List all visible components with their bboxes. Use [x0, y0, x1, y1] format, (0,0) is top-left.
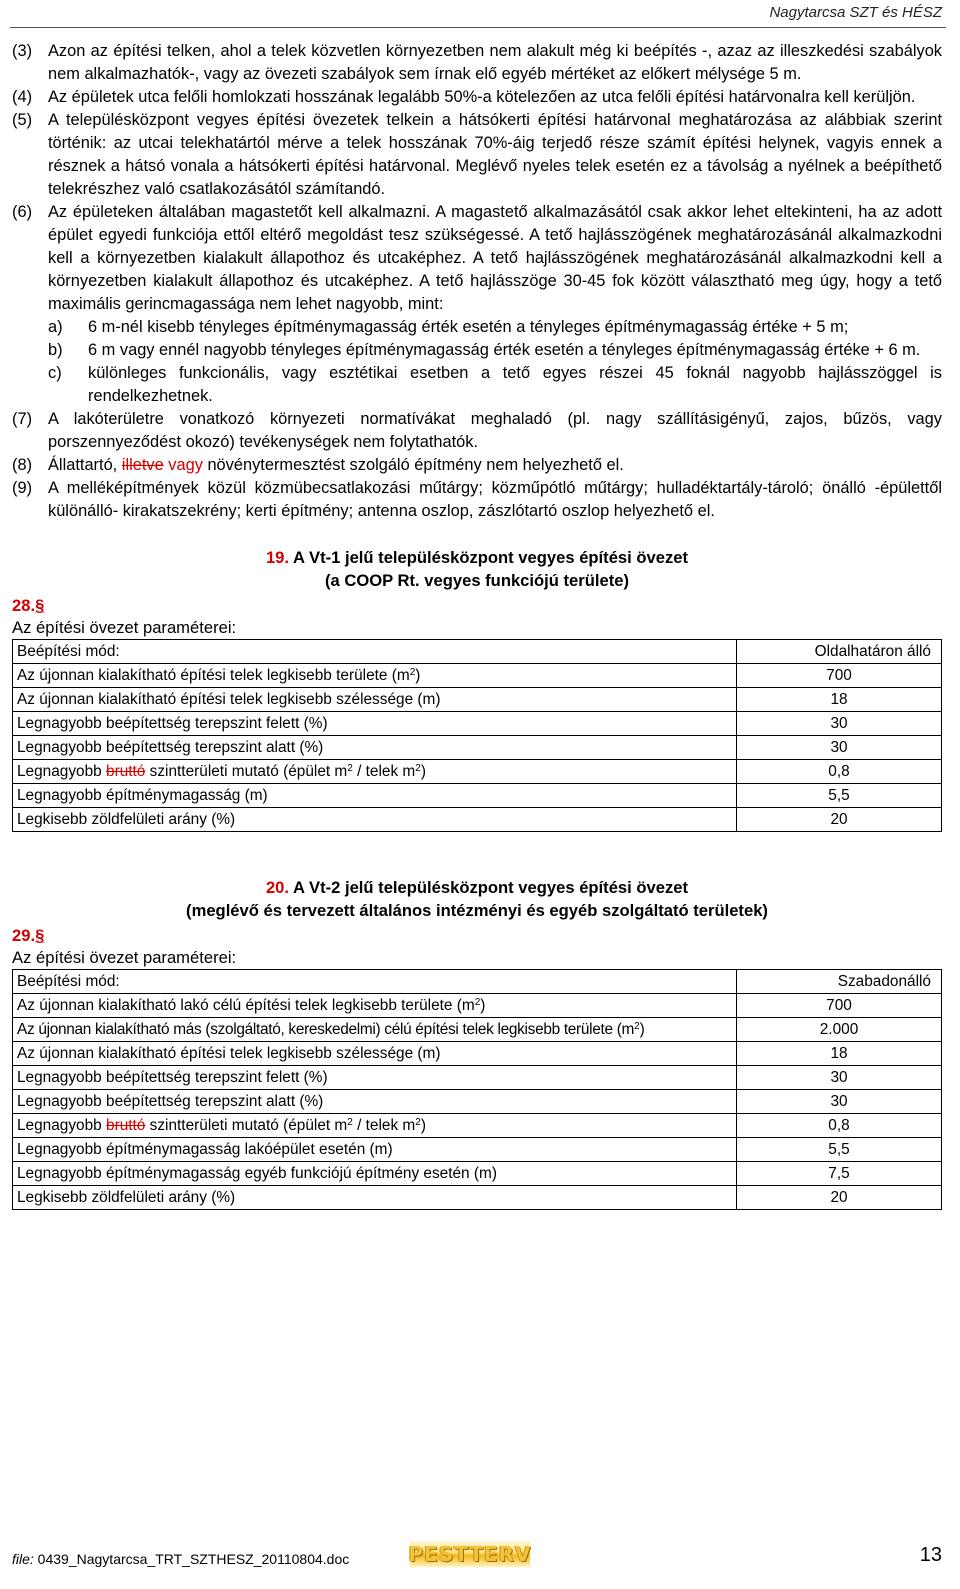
table-value: Oldalhatáron álló — [737, 640, 942, 664]
table-label: Beépítési mód: — [13, 640, 737, 664]
table-row — [13, 736, 942, 760]
paragraph-text: Az épületeken általában magastetőt kell alkalmazni. A magastető alkalmazásától csak akkor lehet eltekinteni, ha az adott épület egyedi funkciója ettől eltérő megoldást tesz szükségessé. A tető hajlásszögének meghatározásánál alkalmazkodni kell a környezetben kialakult állapothoz és utcaképhez. A tető hajlásszögének meghatározásánál alkalmazkodni kell a környezetben kialakult állapothoz és utcaképhez. A tető hajlásszöge 30-45 fok között választható meg úgy, hogy a tető maximális gerincmagassága nem lehet nagyobb, mint: — [48, 203, 942, 313]
list-label: c) — [48, 364, 62, 382]
parameter-table-title: Az építési övezet paraméterei: — [12, 618, 237, 637]
table-label — [13, 664, 737, 688]
table-value: 20 — [737, 1186, 942, 1210]
table-label: Legnagyobb építménymagasság (m) — [13, 784, 737, 808]
table-value: Szabadonálló — [737, 970, 942, 994]
table-label — [13, 1114, 737, 1138]
parameter-table-title: Az építési övezet paraméterei: — [12, 948, 237, 967]
header-divider — [10, 27, 946, 28]
label-text: Legnagyobb — [17, 762, 107, 780]
table-value: 700 — [737, 994, 942, 1018]
table-value: 18 — [737, 688, 942, 712]
table-label: Legnagyobb építménymagasság lakóépület esetén (m) — [13, 1138, 737, 1162]
paragraph-number: (8) — [12, 456, 33, 474]
table-value: 5,5 — [737, 784, 942, 808]
parameter-table-vt1 — [12, 639, 942, 832]
section-mark: § — [35, 596, 45, 615]
section-20-title — [12, 876, 942, 922]
paragraph-9 — [12, 477, 942, 523]
label-text: / telek m — [352, 1116, 416, 1134]
paragraph-7 — [12, 408, 942, 454]
section-number: 19. — [265, 548, 290, 567]
table-value: 7,5 — [737, 1162, 942, 1186]
table-label: Legnagyobb beépítettség terepszint alatt (%) — [13, 1090, 737, 1114]
table-label — [13, 760, 737, 784]
table-label: Legnagyobb beépítettség terepszint felett (%) — [13, 1066, 737, 1090]
label-text: szintterületi mutató (épület m — [145, 1116, 348, 1134]
inserted-text: vagy — [168, 456, 203, 474]
label-text: / telek m — [352, 762, 416, 780]
table-label: Beépítési mód: — [13, 970, 737, 994]
list-text: különleges funkcionális, vagy esztétikai esetben a tető egyes részei 45 foknál nagyobb hajlásszöggel is rendelkezhetnek. — [88, 364, 942, 405]
label-tail: ) — [420, 1116, 426, 1134]
paragraph-number: (4) — [12, 88, 33, 106]
paragraph-text: A lakóterületre vonatkozó környezeti normatívákat meghaladó (pl. nagy szállításigényű, zajos, bűzös, vagy porszennyeződést okozó) tevékenységek nem folytathatók. — [48, 410, 942, 451]
paragraph-text: Azon az építési telken, ahol a telek közvetlen környezetben nem alakult még ki beépítés -, azaz az illeszkedési szabályok nem alkalmazhatók-, vagy az övezeti szabályok sem írnak elő egyéb mértéket az előkert mélysége 5 m. — [48, 42, 942, 83]
table-row — [13, 784, 942, 808]
list-item-a — [48, 316, 942, 339]
superscript: 2 — [347, 762, 353, 774]
paragraph-6 — [12, 201, 942, 316]
file-name: 0439_Nagytarcsa_TRT_SZTHESZ_20110804.doc — [33, 1551, 350, 1567]
label-text: Az újonnan kialakítható építési telek legkisebb területe (m — [17, 666, 410, 684]
paragraph-number: (9) — [12, 479, 33, 497]
label-tail: ) — [420, 762, 426, 780]
table-row — [13, 808, 942, 832]
paragraph-text: A melléképítmények közül közmübecsatlakozási műtárgy; közműpótló műtárgy; hulladéktartály-tároló; önálló -épülettől különálló- kirakatszekrény; kerti építmény; antenna oszlop, zászlótartó oszlop helyezhető el. — [48, 479, 942, 520]
paragraph-number: (6) — [12, 203, 33, 221]
section-mark: § — [35, 926, 45, 945]
section-title-line2: (meglévő és tervezett általános intézményi és egyéb szolgáltató területek) — [186, 901, 768, 920]
label-text: szintterületi mutató (épület m — [145, 762, 348, 780]
table-value: 20 — [737, 808, 942, 832]
table-value: 30 — [737, 736, 942, 760]
table-label: Legnagyobb beépítettség terepszint alatt (%) — [13, 736, 737, 760]
list-item-c — [48, 362, 942, 408]
table-label: Legkisebb zöldfelületi arány (%) — [13, 1186, 737, 1210]
table-row — [13, 760, 942, 784]
paragraph-text-end: növénytermesztést szolgáló építmény nem helyezhető el. — [202, 456, 624, 474]
deleted-text: bruttó — [106, 1116, 146, 1134]
table-row — [13, 640, 942, 664]
table-value: 700 — [737, 664, 942, 688]
table-label — [13, 1018, 737, 1042]
list-text: 6 m vagy ennél nagyobb tényleges építménymagasság érték esetén a tényleges építménymagasság értéke + 6 m. — [88, 341, 921, 359]
paragraph-number: (7) — [12, 410, 33, 428]
section-title-line1: A Vt-1 jelű településközpont vegyes építési övezet — [293, 548, 689, 567]
list-label: b) — [48, 341, 63, 359]
paragraph-5 — [12, 109, 942, 201]
label-text: Az újonnan kialakítható más (szolgáltató, kereskedelmi) célú építési telek legkisebb területe (m — [17, 1020, 635, 1038]
paragraph-number: 28. — [12, 596, 36, 615]
pestterv-logo: PESTTERV — [408, 1542, 532, 1566]
paragraph-number: (5) — [12, 111, 33, 129]
document-body — [12, 40, 942, 1210]
paragraph-8 — [12, 454, 942, 477]
deleted-text: bruttó — [106, 762, 146, 780]
paragraph-text: Az épületek utca felőli homlokzati hosszának legalább 50%-a kötelezően az utca felőli építési határvonalra kell kerüljön. — [48, 88, 916, 106]
superscript: 2 — [347, 1116, 353, 1128]
list-text: 6 m-nél kisebb tényleges építménymagasság érték esetén a tényleges építménymagasság értéke + 5 m; — [88, 318, 849, 336]
label-text: Legnagyobb — [17, 1116, 107, 1134]
table-row — [13, 1138, 942, 1162]
table-row — [13, 1090, 942, 1114]
table-label: Az újonnan kialakítható építési telek legkisebb szélessége (m) — [13, 1042, 737, 1066]
section-19-title — [12, 546, 942, 592]
label-tail: ) — [415, 666, 421, 684]
section-title-line1: A Vt-2 jelű településközpont vegyes építési övezet — [293, 878, 689, 897]
table-row — [13, 1186, 942, 1210]
paragraph-text: A településközpont vegyes építési övezetek telkein a hátsókerti építési határvonal meghatározása az alábbiak szerint történik: az utcai telekhatártól mérve a telek hosszának 70%-áig terjedő része számít építési helynek, vagyis ennek a résznek a hátsó vonala a hátsókerti építési határvonal. Meglévő nyeles telek esetén ez a távolság a nyélnek a beépíthető telekrészhez való csatlakozásától számítandó. — [48, 111, 942, 198]
table-row — [13, 712, 942, 736]
label-tail: ) — [480, 996, 486, 1014]
table-label: Legkisebb zöldfelületi arány (%) — [13, 808, 737, 832]
superscript: 2 — [415, 1116, 421, 1128]
section-19-paragraph-number — [12, 594, 942, 617]
table-row — [13, 664, 942, 688]
table-row — [13, 970, 942, 994]
table-row — [13, 1066, 942, 1090]
paragraph-4 — [12, 86, 942, 109]
table-row — [13, 994, 942, 1018]
label-text: Az újonnan kialakítható lakó célú építési telek legkisebb területe (m — [17, 996, 475, 1014]
table-label — [13, 994, 737, 1018]
page-number: 13 — [919, 1544, 942, 1566]
section-20-paragraph-number — [12, 924, 942, 947]
table-label: Az újonnan kialakítható építési telek legkisebb szélessége (m) — [13, 688, 737, 712]
table-value: 0,8 — [737, 760, 942, 784]
table-row — [13, 1162, 942, 1186]
paragraph-number: 29. — [12, 926, 36, 945]
paragraph-number: (3) — [12, 42, 33, 60]
section-number: 20. — [265, 878, 290, 897]
table-value: 0,8 — [737, 1114, 942, 1138]
table-row — [13, 1114, 942, 1138]
table-value: 30 — [737, 1066, 942, 1090]
paragraph-3 — [12, 40, 942, 86]
superscript: 2 — [409, 666, 416, 678]
deleted-text: illetve — [121, 456, 164, 474]
label-tail: ) — [639, 1020, 645, 1038]
file-label: file: — [12, 1551, 34, 1567]
list-item-b — [48, 339, 942, 362]
table-row — [13, 688, 942, 712]
list-label: a) — [48, 318, 63, 336]
parameter-table-vt2 — [12, 969, 942, 1210]
table-value: 2.000 — [737, 1018, 942, 1042]
section-title-line2: (a COOP Rt. vegyes funkciójú területe) — [325, 571, 629, 590]
paragraph-text: Állattartó, — [48, 456, 122, 474]
superscript: 2 — [474, 996, 481, 1008]
table-value: 30 — [737, 712, 942, 736]
table-value: 5,5 — [737, 1138, 942, 1162]
page-header-title: Nagytarcsa SZT és HÉSZ — [769, 4, 942, 21]
table-value: 18 — [737, 1042, 942, 1066]
table-label: Legnagyobb beépítettség terepszint felett (%) — [13, 712, 737, 736]
table-value: 30 — [737, 1090, 942, 1114]
superscript: 2 — [634, 1020, 640, 1032]
table-row — [13, 1018, 942, 1042]
table-row — [13, 1042, 942, 1066]
table-label: Legnagyobb építménymagasság egyéb funkciójú építmény esetén (m) — [13, 1162, 737, 1186]
superscript: 2 — [415, 762, 421, 774]
footer-file-name — [12, 1551, 349, 1567]
